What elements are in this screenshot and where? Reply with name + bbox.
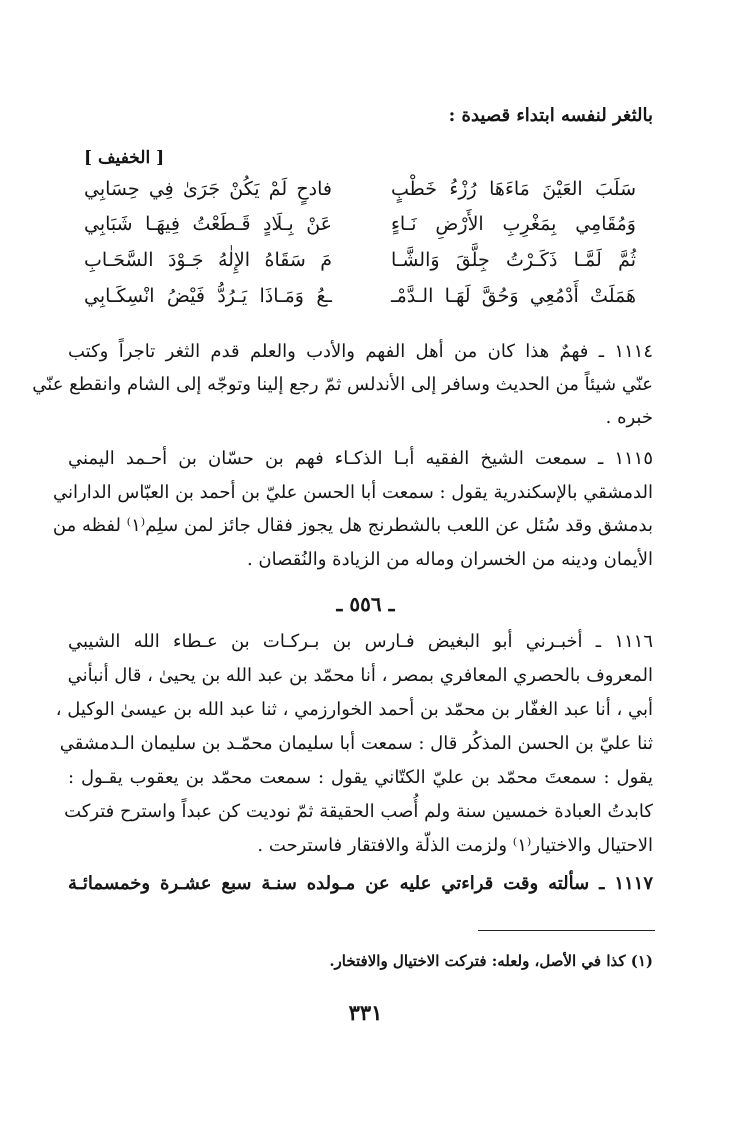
paragraph-line: ثنا عليّ بن الحسن المذكُر قال : سمعت أبا سليمان محمّـد بن سليمان الـدمشقي [59,733,653,754]
verse-4-first-hemistich: هَمَلَتْ أَدْمُعِي وَحُقَّ لَهَـا الـدَّمْـ [391,285,636,307]
paragraph-line: الاحتيال والاختيار⁽١⁾ ولزمت الذلّة والافتقار فاسترحت . [257,835,653,856]
paragraph-line: كابدتُ العبادة خمسين سنة ولم أُصب الحقيقة ثمّ نوديت كن عبداً واسترح فتركت [64,801,653,822]
paragraph-1117: ١١١٧ ـ سألته وقت قراءتي عليه عن مـولده سنـة سبع عشـرة وخمسمائـة [68,873,653,894]
paragraph-line: المعروف بالحصري المعافري بمصر ، أنا محمّد بن عبد الله بن يحيىٰ ، قال أنبأني [67,665,653,686]
paragraph-line: عنّي شيئاً من الحديث وسافر إلى الأندلس ثمّ رجع إلينا وتوجّه إلى الشام وانقطع عنّي [32,374,653,395]
section-marker: ـ ٥٥٦ ـ [336,592,395,616]
header-line: بالثغر لنفسه ابتداء قصيدة : [448,105,653,126]
poem-meter: [ الخفيف ] [84,148,165,168]
verse-3-first-hemistich: ثُمَّ لَمَّـا ذَكَـرْتُ جِلَّقَ وَالشَّـا [391,249,636,271]
paragraph-line: ١١١٤ ـ فهمٌ هذا كان من أهل الفهم والأدب والعلم قدم الثغر تاجراً وكتب [68,341,653,362]
verse-4-second-hemistich: ـعُ وَمَـاذَا يَـرُدُّ فَيْضُ انْسِكَـابِي [84,285,332,307]
paragraph-line: الأيمان ودينه من الخسران وماله من الزيادة والنُقصان . [246,549,653,570]
paragraph-line: أبي ، أنا عبد الغفّار بن محمّد بن أحمد الخوارزمي ، ثنا عبد الله بن عيسىٰ الوكيل ، [55,699,653,720]
verse-3-second-hemistich: مَ سَقَاهُ الإِلٰهُ جَـوْدَ السَّحَـابِ [84,249,332,271]
paragraph-line: ١١١٦ ـ أخبـرني أبو البغيض فـارس بن بـركـات بن عـطاء الله الشيبي [68,631,653,652]
verse-1-second-hemistich: فادحٍ لَمْ يَكُنْ جَرَىٰ فِي حِسَابِي [84,178,332,200]
footnote-divider [478,930,655,931]
footnote: (١) كذا في الأصل، ولعله: فتركت الاختيال والافتخار. [329,952,653,970]
paragraph-line: خبره . [605,407,653,428]
paragraph-line: بدمشق وقد سُئل عن اللعب بالشطرنج هل يجوز فقال جائز لمن سلِم⁽١⁾ لفظه من [52,515,653,536]
verse-2-first-hemistich: وَمُقَامِي بِمَغْرِبِ الأَرْضِ نَـاءٍ [391,213,636,235]
paragraph-line: ١١١٥ ـ سمعت الشيخ الفقيه أبـا الذكـاء فهم بن حسّان بن أحـمد اليمني [68,448,653,469]
verse-1-first-hemistich: سَلَبَ العَيْنَ مَاءَهَا رُزْءُ خَطْبٍ [391,178,636,200]
paragraph-line: يقول : سمعتَ محمّد بن عليّ الكتّاني يقول : سمعت محمّد بن يعقوب يقـول : [68,767,653,788]
verse-2-second-hemistich: عَنْ بِـلَادٍ قَـطَعْتُ فِيهَـا شَبَابِي [84,213,332,235]
paragraph-line: الدمشقي بالإسكندرية يقول : سمعت أبا الحسن عليّ بن أحمد بن العبّاس الداراني [53,482,653,503]
page-number: ٣٣١ [348,1000,383,1025]
